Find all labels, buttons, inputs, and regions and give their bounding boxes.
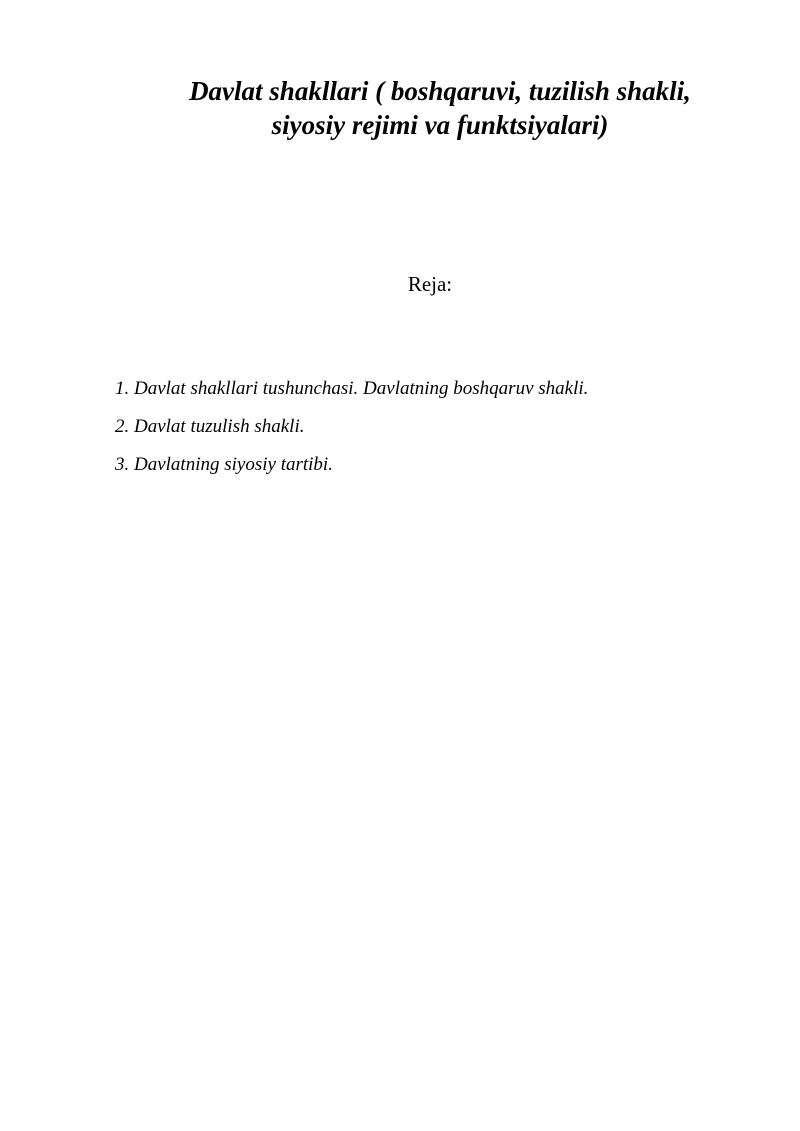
plan-item: 1. Davlat shakllari tushunchasi. Davlatning boshqaruv shakli. (115, 378, 589, 399)
title-line-1: Davlat shakllari ( boshqaruvi, tuzilish shakli, (189, 76, 691, 106)
title-line-2: siyosiy rejimi va funktsiyalari) (271, 110, 609, 140)
plan-heading: Reja: (407, 272, 453, 296)
plan-item: 2. Davlat tuzulish shakli. (115, 416, 305, 437)
plan-list (115, 376, 735, 490)
document-title (130, 74, 750, 142)
plan-item: 3. Davlatning siyosiy tartibi. (115, 454, 333, 475)
